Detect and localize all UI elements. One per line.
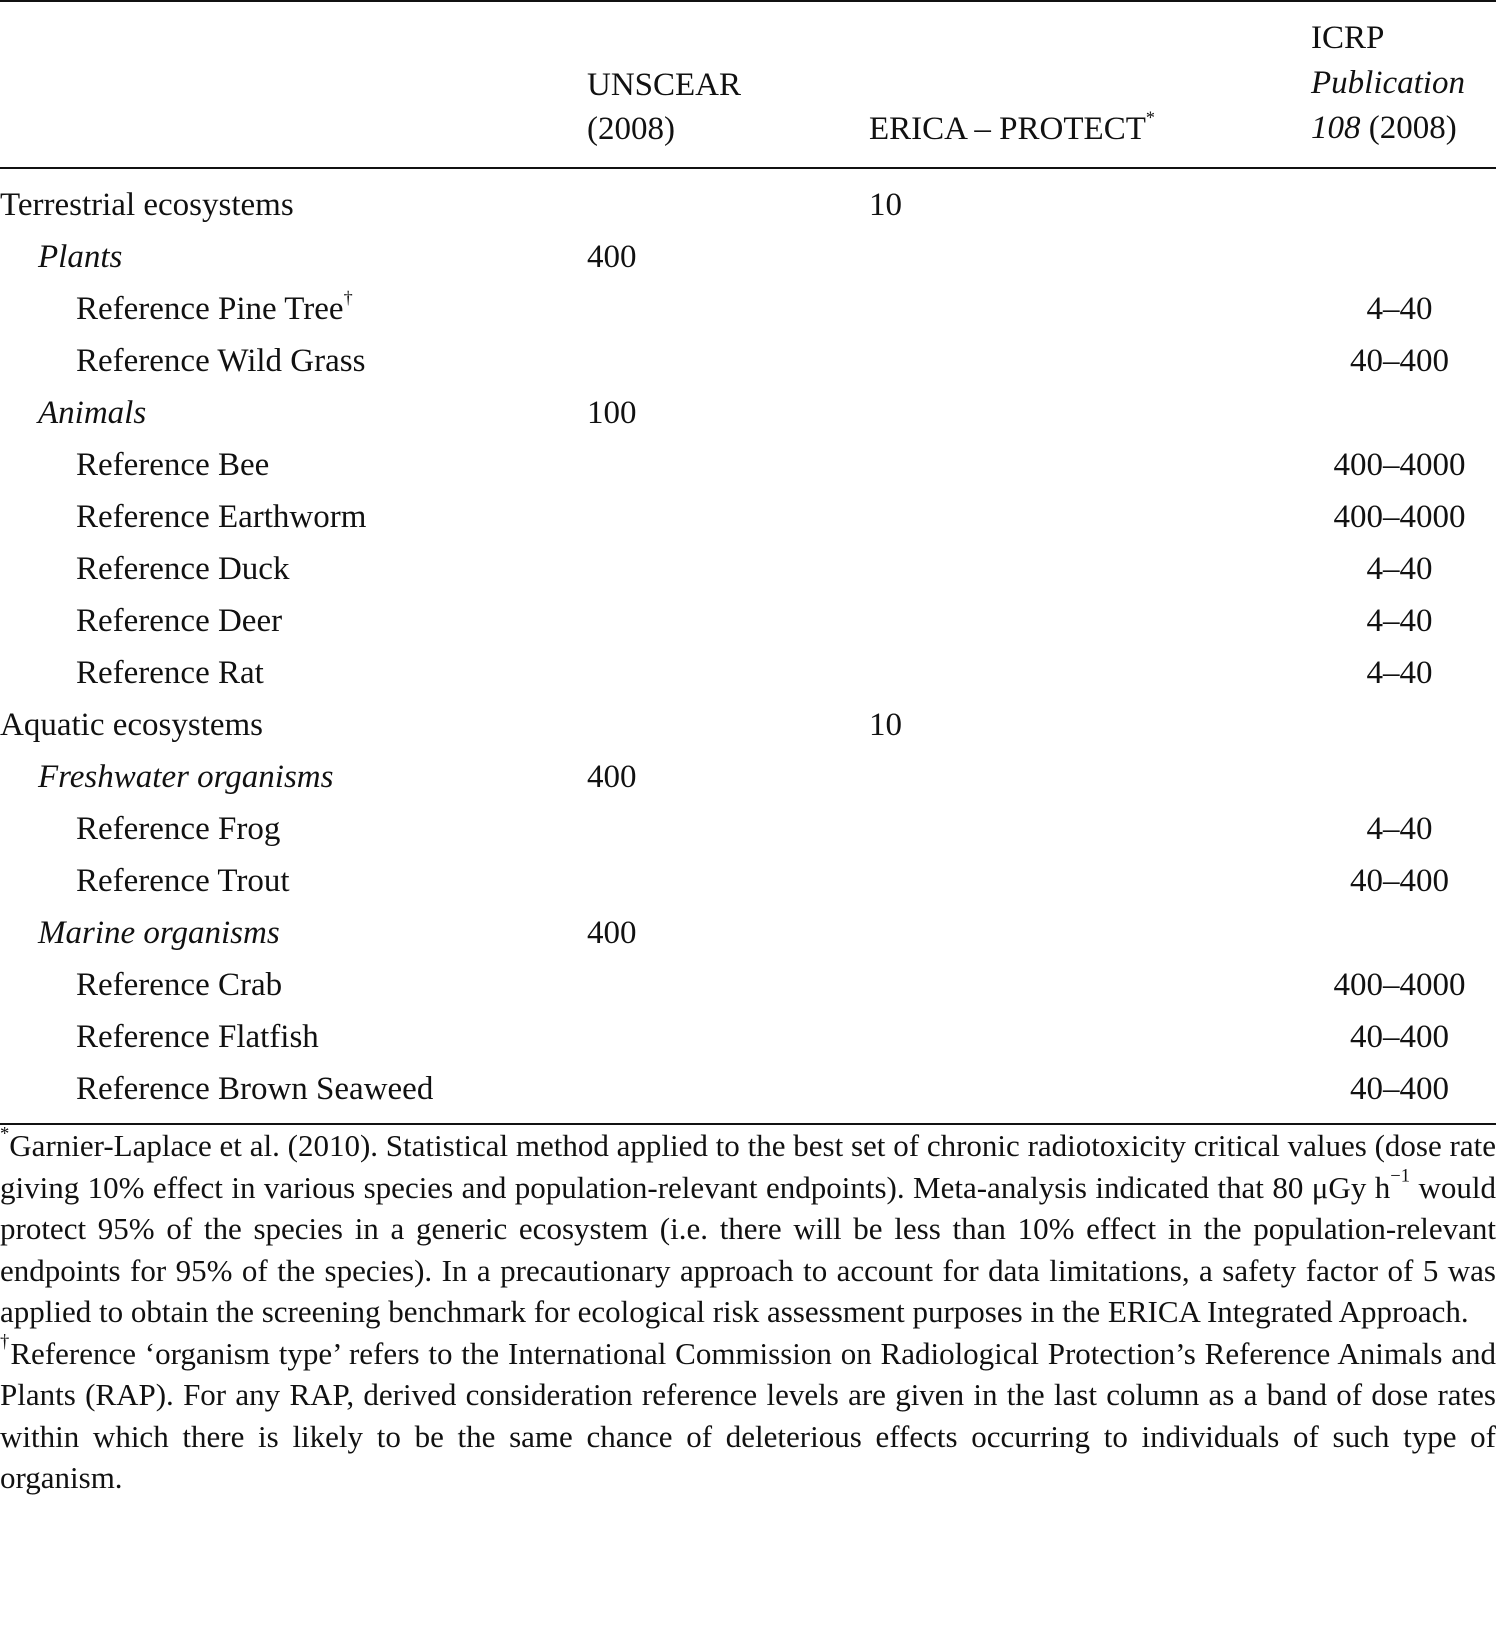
cell-erica: [869, 959, 1311, 1011]
cell-erica: 10: [869, 707, 902, 743]
table-row: [0, 1011, 1496, 1063]
footnote-1-text-b: would protect 95% of the species in a generic ecosystem (i.e. there will be less than 10% effect in the population-relevant endpoints for 95% of the species). In a precautionary approach to account for data limitations, a safety factor of 5 was applied to obtain the screening benchmark for ecological risk assessment purposes in the ERICA Integrated Approach.: [0, 1169, 1496, 1329]
row-label-text: Reference Wild Grass: [76, 343, 366, 379]
cell-unscear: 400: [587, 759, 637, 795]
row-label-text: Reference Trout: [76, 863, 290, 899]
footnote-1-text-a: Garnier-Laplace et al. (2010). Statistical method applied to the best set of chronic radiotoxicity critical values (dose rate giving 10% effect in various species and population-relevant endpoints). Meta-analysis indicated that 80 μGy h: [0, 1128, 1496, 1205]
cell-erica: [869, 335, 1311, 387]
row-label-text: Reference Earthworm: [76, 499, 367, 535]
table-row: [0, 907, 1496, 959]
row-label-text: Reference Duck: [76, 551, 290, 587]
row-label: [0, 283, 587, 335]
row-label-text: Marine organisms: [38, 915, 280, 951]
table-row: [0, 751, 1496, 803]
cell-icrp: [1311, 387, 1496, 439]
row-label: [0, 959, 587, 1011]
cell-unscear: [587, 543, 869, 595]
cell-erica: [869, 855, 1311, 907]
header-unscear-line1: UNSCEAR: [587, 67, 742, 103]
row-label-text: Freshwater organisms: [38, 759, 334, 795]
table-row: [0, 491, 1496, 543]
row-label: [0, 543, 587, 595]
cell-icrp: 4–40: [1366, 655, 1433, 691]
cell-icrp: [1311, 168, 1496, 231]
row-label: [0, 595, 587, 647]
footnote-1-exponent: −1: [1390, 1164, 1411, 1186]
table-row: [0, 231, 1496, 283]
table-row: [0, 1063, 1496, 1124]
cell-erica: [869, 231, 1311, 283]
footnote-2-text: Reference ‘organism type’ refers to the International Commission on Radiological Protection’s Reference Animals and Plants (RAP). For any RAP, derived consideration reference levels are given in the last column as a band of dose rates within which there is likely to be the same chance of deleterious effects occurring to individuals of such type of organism.: [0, 1335, 1496, 1495]
cell-icrp: 40–400: [1350, 1071, 1449, 1107]
cell-unscear: [587, 855, 869, 907]
table-row: [0, 959, 1496, 1011]
header-unscear: [587, 1, 869, 168]
cell-unscear: [587, 283, 869, 335]
header-erica-footnote-mark: *: [1145, 107, 1155, 128]
row-label: [0, 699, 587, 751]
cell-unscear: [587, 803, 869, 855]
table-row: [0, 595, 1496, 647]
cell-icrp: [1311, 907, 1496, 959]
cell-icrp: 4–40: [1366, 551, 1433, 587]
cell-icrp: 40–400: [1350, 343, 1449, 379]
cell-erica: [869, 1063, 1311, 1124]
cell-icrp: 4–40: [1366, 811, 1433, 847]
cell-erica: [869, 1011, 1311, 1063]
cell-erica: [869, 543, 1311, 595]
row-label: [0, 647, 587, 699]
row-label-text: Reference Frog: [76, 811, 281, 847]
header-erica-text: ERICA – PROTECT: [869, 111, 1146, 147]
footnote-1: [0, 1125, 1496, 1333]
cell-erica: [869, 491, 1311, 543]
footnote-2-mark: †: [0, 1330, 11, 1352]
cell-unscear: 100: [587, 395, 637, 431]
cell-unscear: [587, 1063, 869, 1124]
row-label-text: Reference Crab: [76, 967, 283, 1003]
table-row: [0, 803, 1496, 855]
cell-unscear: [587, 439, 869, 491]
row-label: [0, 751, 587, 803]
cell-icrp: 400–4000: [1333, 447, 1466, 483]
cell-unscear: [587, 595, 869, 647]
row-label-text: Reference Pine Tree: [76, 291, 344, 327]
table-row: [0, 699, 1496, 751]
table-row: [0, 335, 1496, 387]
row-label: [0, 907, 587, 959]
footnote-1-mark: *: [0, 1123, 10, 1145]
row-label: [0, 168, 587, 231]
cell-icrp: 400–4000: [1333, 967, 1466, 1003]
row-label: [0, 335, 587, 387]
header-icrp-line3-rest: (2008): [1360, 110, 1457, 146]
footnote-2: [0, 1330, 1496, 1499]
row-label: [0, 439, 587, 491]
table-body: [0, 168, 1496, 1124]
table-row: [0, 387, 1496, 439]
row-label: [0, 387, 587, 439]
cell-unscear: 400: [587, 239, 637, 275]
cell-unscear: [587, 647, 869, 699]
cell-icrp: 4–40: [1366, 603, 1433, 639]
header-icrp-line3-italic: 108: [1311, 110, 1361, 146]
row-label-text: Reference Bee: [76, 447, 270, 483]
cell-unscear: [587, 959, 869, 1011]
cell-icrp: [1311, 231, 1496, 283]
header-row: [0, 1, 1496, 168]
footnotes: [0, 1125, 1496, 1499]
table-row: [0, 168, 1496, 231]
cell-erica: [869, 387, 1311, 439]
header-label-col: [0, 1, 587, 168]
cell-erica: [869, 751, 1311, 803]
cell-icrp: [1311, 751, 1496, 803]
row-label: [0, 1063, 587, 1124]
cell-unscear: [587, 699, 869, 751]
table-row: [0, 543, 1496, 595]
row-label-text: Reference Rat: [76, 655, 264, 691]
row-label: [0, 231, 587, 283]
table-row: [0, 283, 1496, 335]
cell-erica: [869, 647, 1311, 699]
header-erica: [869, 1, 1311, 168]
row-label-text: Plants: [38, 239, 123, 275]
header-icrp-line2: Publication: [1311, 65, 1465, 101]
cell-erica: 10: [869, 187, 902, 223]
cell-icrp: 40–400: [1350, 1019, 1449, 1055]
cell-unscear: [587, 1011, 869, 1063]
header-icrp: [1311, 1, 1496, 168]
row-label-text: Reference Brown Seaweed: [76, 1071, 434, 1107]
row-label-text: Reference Deer: [76, 603, 283, 639]
cell-unscear: [587, 491, 869, 543]
cell-icrp: [1311, 699, 1496, 751]
cell-unscear: [587, 335, 869, 387]
cell-icrp: 400–4000: [1333, 499, 1466, 535]
row-label-text: Aquatic ecosystems: [0, 707, 264, 743]
cell-erica: [869, 907, 1311, 959]
table-row: [0, 855, 1496, 907]
row-label: [0, 491, 587, 543]
cell-erica: [869, 283, 1311, 335]
header-unscear-line2: (2008): [587, 111, 675, 147]
table-row: [0, 647, 1496, 699]
row-label-text: Animals: [38, 395, 147, 431]
table-row: [0, 439, 1496, 491]
row-label-text: Reference Flatfish: [76, 1019, 319, 1055]
cell-icrp: 40–400: [1350, 863, 1449, 899]
row-footnote-mark: †: [343, 287, 353, 308]
header-icrp-line1: ICRP: [1311, 20, 1385, 56]
cell-unscear: [587, 168, 869, 231]
cell-erica: [869, 439, 1311, 491]
cell-erica: [869, 595, 1311, 647]
row-label: [0, 1011, 587, 1063]
row-label-text: Terrestrial ecosystems: [0, 187, 294, 223]
cell-icrp: 4–40: [1366, 291, 1433, 327]
cell-unscear: 400: [587, 915, 637, 951]
row-label: [0, 855, 587, 907]
cell-erica: [869, 803, 1311, 855]
row-label: [0, 803, 587, 855]
